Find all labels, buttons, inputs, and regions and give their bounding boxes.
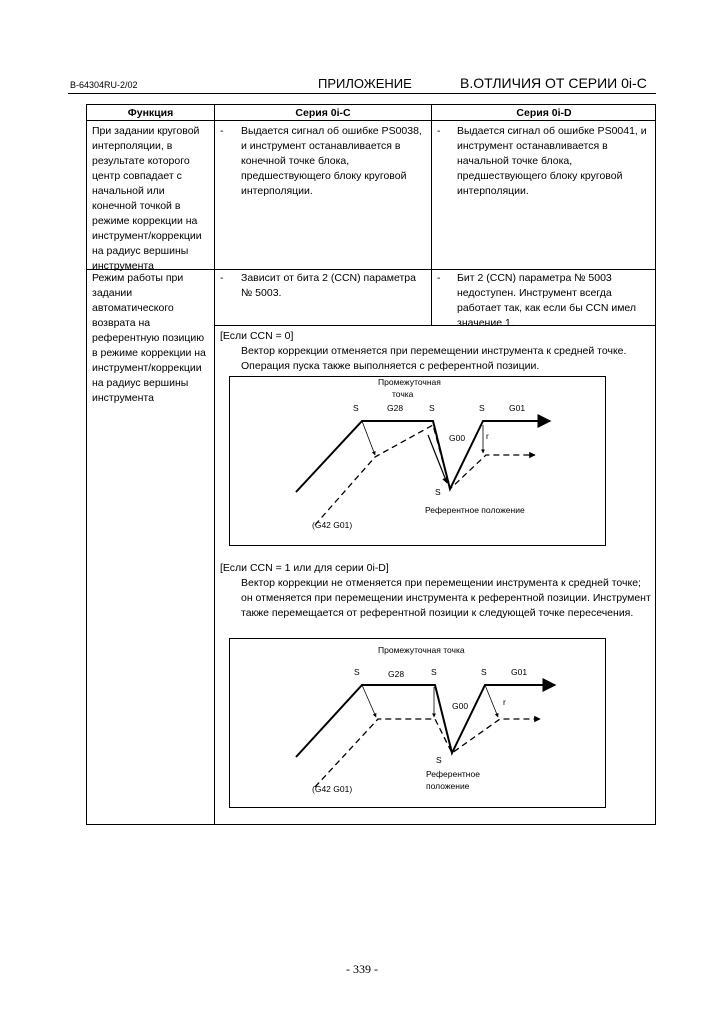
header-series-d: Серия 0i-D [516,107,572,119]
page-number: - 339 - [346,962,378,976]
document-code: B-64304RU-2/02 [70,80,138,90]
reference-position-label-2: положение [426,781,470,791]
reference-position-label: Референтное положение [425,505,525,515]
row1-series-c: Выдается сигнал об ошибке PS0038, и инструмент останавливается в конечной точке блока, предшествующего блоку круговой интерполяции. [241,125,422,197]
g00-label: G00 [452,701,469,711]
g42-g01-label: (G42 G01) [312,784,353,794]
s-label: S [354,667,360,677]
bullet: - [220,125,224,137]
r-label: r [503,697,506,707]
rule [214,105,215,824]
ccn0-title: [Если CCN = 0] [220,330,294,342]
s-label: S [435,487,441,497]
bullet: - [437,125,441,137]
diagram-ccn0-svg [230,377,607,547]
g28-label: G28 [388,669,405,679]
programmed-path [296,685,555,757]
ccn0-body: Вектор коррекции отменяется при перемещении инструмента к средней точке. Операция пуска также выполняется с референтной позиции. [241,345,627,372]
appendix-label: ПРИЛОЖЕНИЕ [318,76,412,91]
offset-vector [362,685,376,717]
ccn1-body: Вектор коррекции не отменяется при перемещении инструмента к средней точке; он отменяется при перемещении инструмента к референтной позиции. Инструмент также перемещается от референтной позиции к следующей точке пересечения. [241,577,651,619]
diagram-ccn0 [229,376,606,546]
bullet: - [220,272,224,284]
row2-series-c: Зависит от бита 2 (CCN) параметра № 5003. [241,272,416,299]
r-label: r [486,431,489,441]
s-label: S [479,403,485,413]
rule [87,120,655,121]
row2-function: Режим работы при задании автоматического возврата на референтную позицию в режиме коррекции на инструмент/коррекции на радиус вершины инструмента [92,272,206,404]
bullet: - [437,272,441,284]
s-label: S [481,667,487,677]
reference-position-label: Референтное [426,769,480,779]
header-function: Функция [127,107,174,119]
mid-point-label: Промежуточная [378,377,441,387]
header-series-c: Серия 0i-C [295,107,351,119]
row2-series-d: Бит 2 (CCN) параметра № 5003 недоступен. Инструмент всегда работает так, как если бы CCN имел значение 1. [457,272,637,329]
s-label: S [429,403,435,413]
g42-g01-label: (G42 G01) [312,520,353,530]
row1-series-d: Выдается сигнал об ошибке PS0041, и инструмент останавливается в начальной точке блока, предшествующего блоку круговой интерполяции. [457,125,647,197]
mid-point-label-2: точка [392,389,414,399]
programmed-path [296,421,550,492]
header-rule [68,93,656,94]
section-title: В.ОТЛИЧИЯ ОТ СЕРИИ 0i-C [460,75,647,91]
g28-label: G28 [387,403,404,413]
row1-function: При задании круговой интерполяции, в результате которого центр совпадает с начальной или конечной точкой в режиме коррекции на инструмент/коррекции на радиус вершины инструмента [92,125,202,272]
s-label: S [353,403,359,413]
offset-vector [362,421,375,455]
diagram-ccn1 [229,638,606,808]
diagram-ccn1-svg [230,639,607,809]
mid-point-label: Промежуточная точка [378,645,465,655]
g01-label: G01 [511,667,528,677]
offset-vector [485,685,498,717]
g00-label: G00 [449,433,466,443]
rule [431,105,432,325]
s-label: S [431,667,437,677]
g01-label: G01 [509,403,526,413]
s-label: S [436,755,442,765]
ccn1-title: [Если CCN = 1 или для серии 0i-D] [220,562,389,574]
